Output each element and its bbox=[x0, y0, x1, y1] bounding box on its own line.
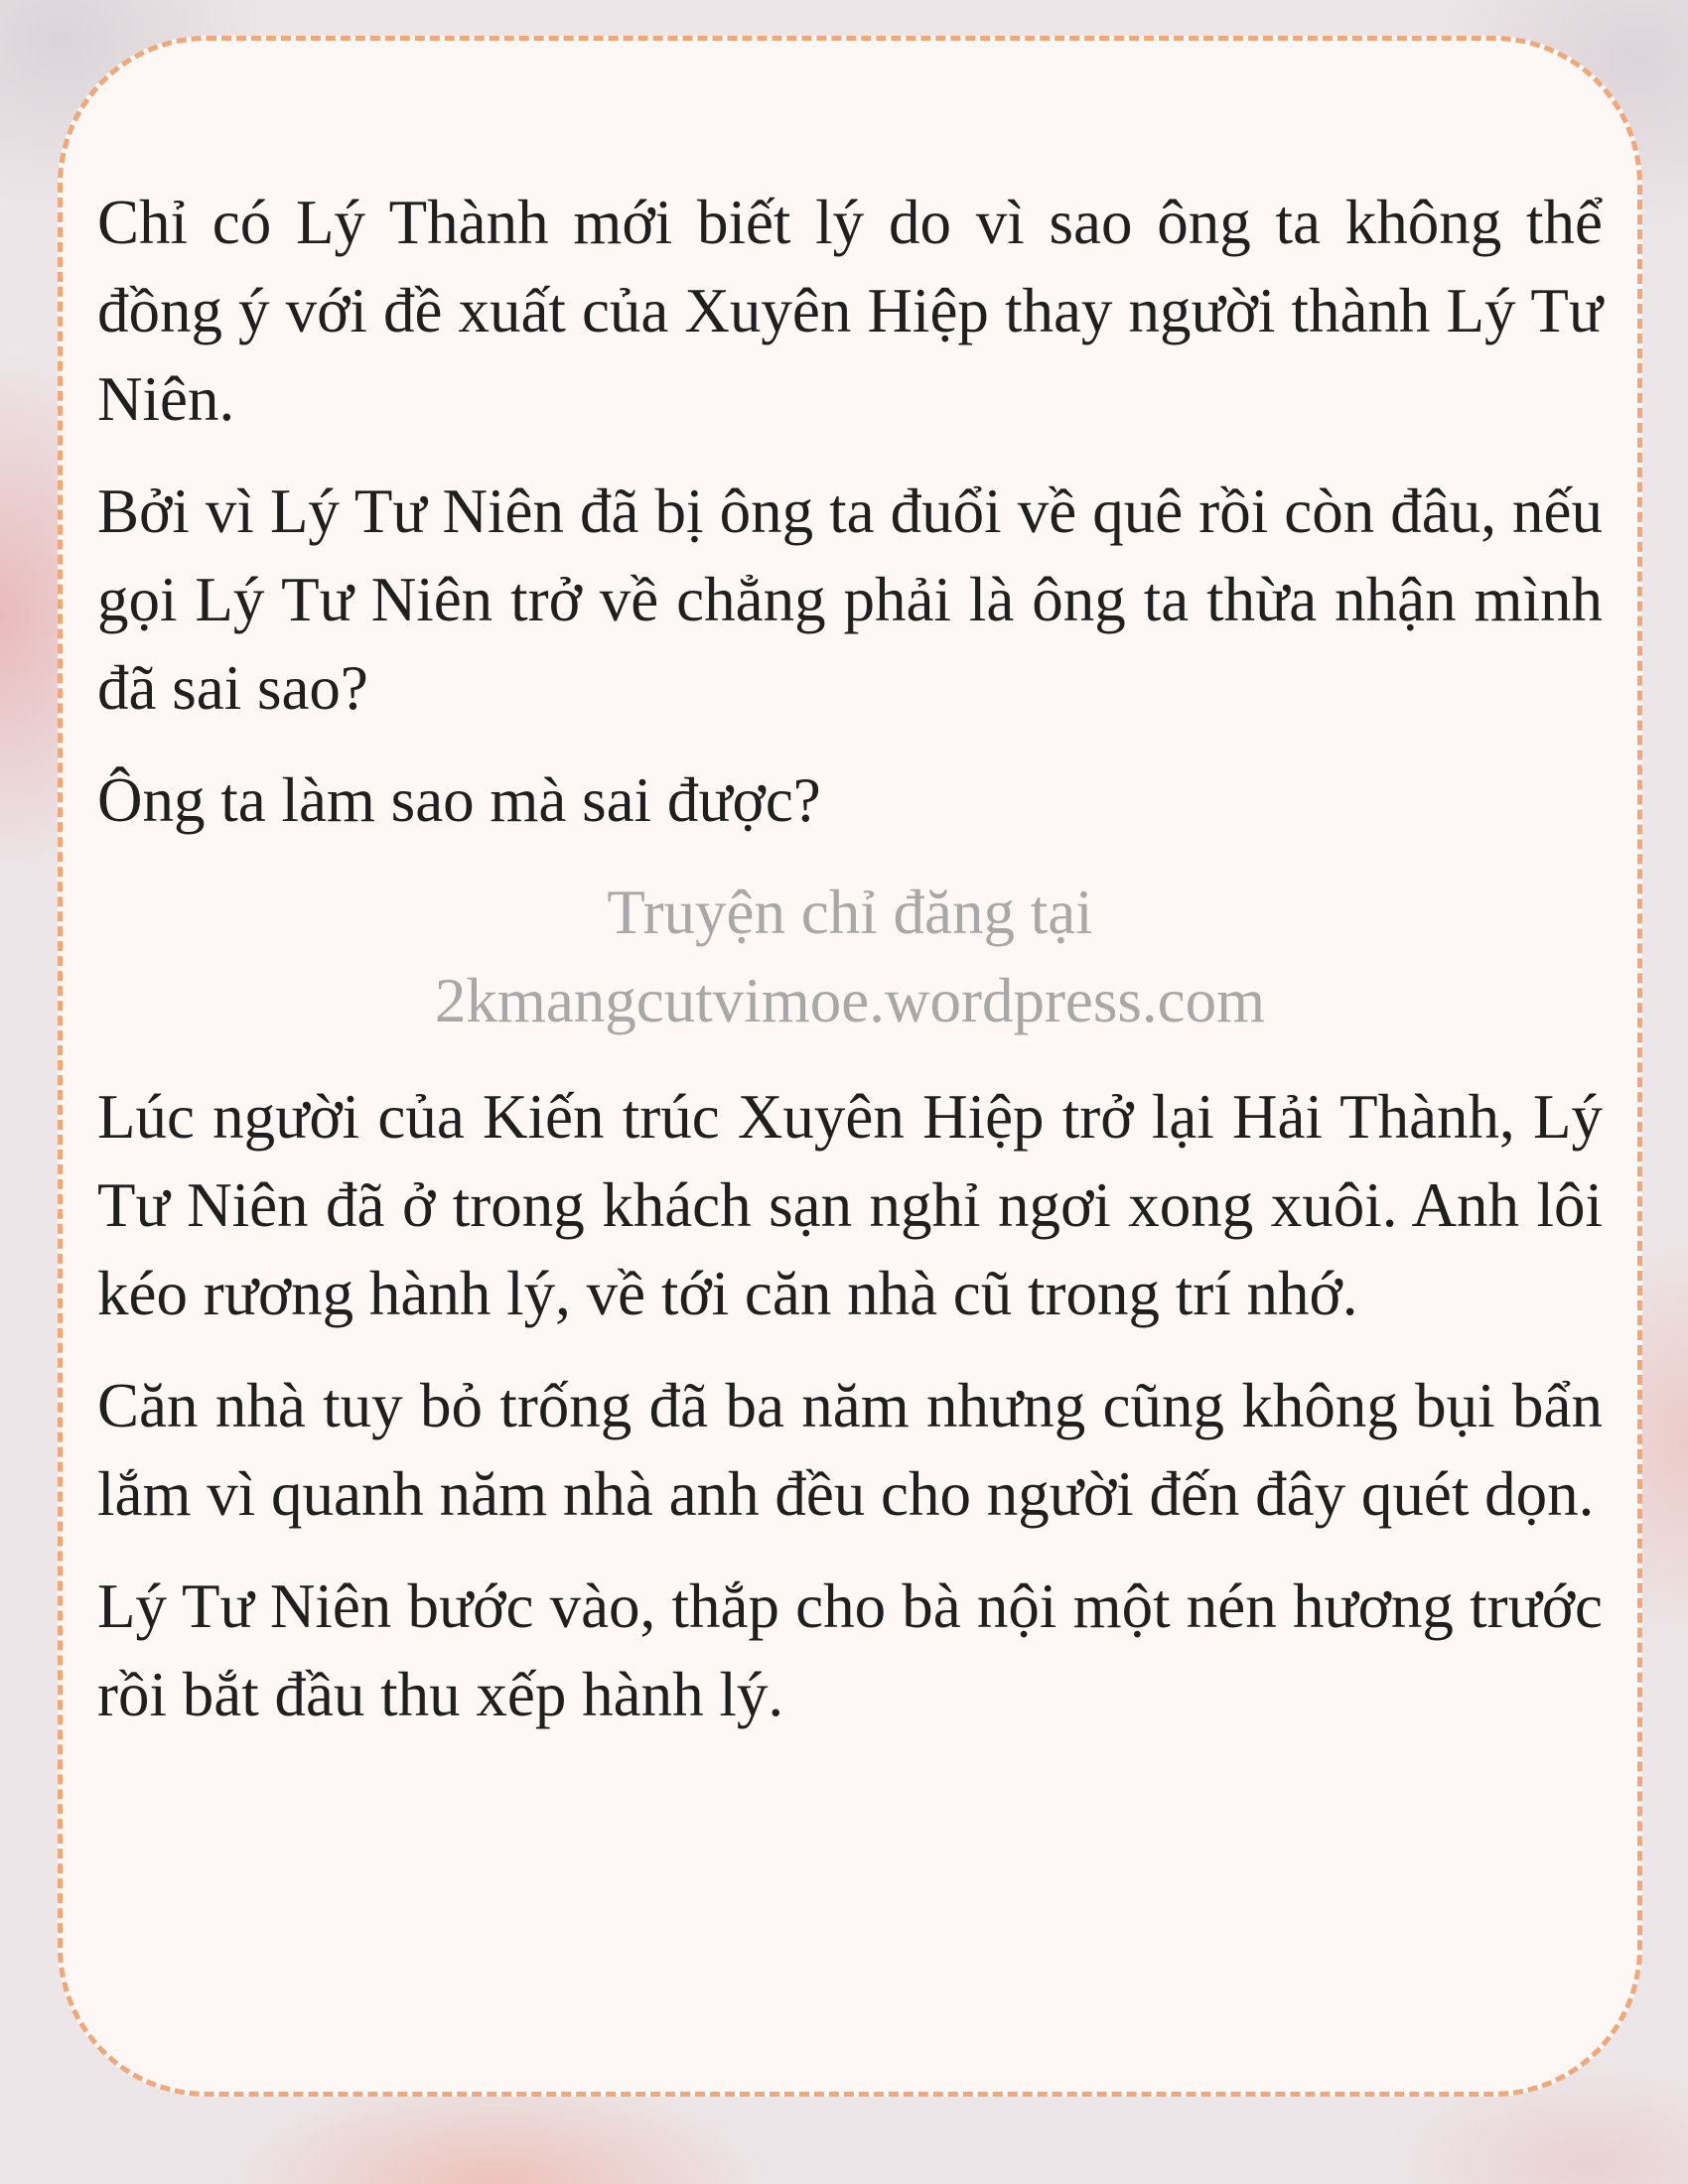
story-content bbox=[97, 179, 1603, 1763]
watermark bbox=[97, 869, 1603, 1045]
watermark-line-1: Truyện chỉ đăng tại bbox=[607, 878, 1093, 947]
watermark-line-2: 2kmangcutvimoe.wordpress.com bbox=[434, 966, 1266, 1035]
paragraph-5: Căn nhà tuy bỏ trống đã ba năm nhưng cũng không bụi bẩn lắm vì quanh năm nhà anh đều cho người đến đây quét dọn. bbox=[97, 1371, 1603, 1529]
paragraph-3: Ông ta làm sao mà sai được? bbox=[97, 765, 821, 835]
paragraph-4: Lúc người của Kiến trúc Xuyên Hiệp trở lại Hải Thành, Lý Tư Niên đã ở trong khách sạn nghỉ ngơi xong xuôi. Anh lôi kéo rương hành lý, về tới căn nhà cũ trong trí nhớ. bbox=[97, 1082, 1603, 1328]
paragraph-6: Lý Tư Niên bước vào, thắp cho bà nội một nén hương trước rồi bắt đầu thu xếp hành lý. bbox=[97, 1571, 1603, 1729]
paragraph-2: Bởi vì Lý Tư Niên đã bị ông ta đuổi về quê rồi còn đâu, nếu gọi Lý Tư Niên trở về chẳng phải là ông ta thừa nhận mình đã sai sao? bbox=[97, 477, 1603, 723]
paragraph-1: Chỉ có Lý Thành mới biết lý do vì sao ông ta không thể đồng ý với đề xuất của Xuyên Hiệp thay người thành Lý Tư Niên. bbox=[97, 188, 1603, 434]
